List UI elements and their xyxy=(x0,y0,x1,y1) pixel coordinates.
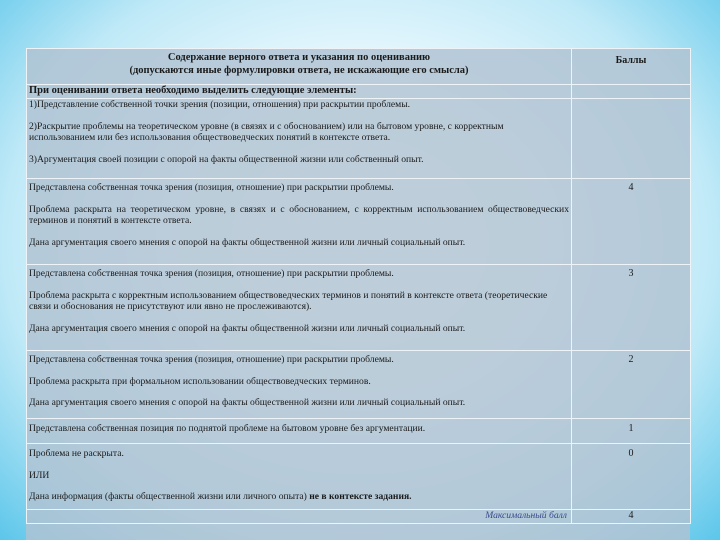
criterion-score-4: 4 xyxy=(572,179,691,265)
header-title-line-2: (допускаются иные формулировки ответа, не искажающие его смысла) xyxy=(129,64,469,76)
grading-table-panel xyxy=(26,48,690,540)
criterion-4-line-3: Дана аргументация своего мнения с опорой на факты общественной жизни или личный социальный опыт. xyxy=(29,237,466,249)
elements-score-cell xyxy=(572,99,691,179)
header-title xyxy=(27,49,572,85)
criterion-score-0: 0 xyxy=(572,444,691,510)
criterion-text-0 xyxy=(27,444,572,510)
criterion-3-line-3: Дана аргументация своего мнения с опорой на факты общественной жизни или личный социальный опыт. xyxy=(29,323,466,335)
criterion-row-2 xyxy=(27,351,691,419)
criterion-text-2 xyxy=(27,351,572,419)
header-score-label: Баллы xyxy=(572,49,691,85)
criterion-4-line-2: Проблема раскрыта на теоретическом уровне, в связях и с обоснованием, с корректным использованием обществоведческих терминов и понятий в контексте ответа. xyxy=(29,203,569,227)
criterion-0-line-2: ИЛИ xyxy=(29,469,50,481)
header-title-line-1: Содержание верного ответа и указания по оцениванию xyxy=(167,52,431,63)
criterion-0-emphasis: не в контексте задания. xyxy=(309,491,412,503)
max-score-value: 4 xyxy=(572,510,691,524)
criterion-text-4 xyxy=(27,179,572,265)
criterion-1-line-1: Представлена собственная позиция по поднятой проблеме на бытовом уровне без аргументации. xyxy=(29,423,426,434)
criterion-score-1: 1 xyxy=(572,419,691,444)
criterion-3-line-2: Проблема раскрыта с корректным использованием обществоведческих терминов и понятий в контексте ответа (теоретические связи и обоснования не присутствуют или явно не прослеживаются). xyxy=(29,289,548,313)
instruction-text: При оценивании ответа необходимо выделить следующие элементы: xyxy=(27,85,572,99)
element-item-2: 2)Раскрытие проблемы на теоретическом уровне (в связях и с обоснованием) или на бытовом уровне, с корректным использованием или без использования обществоведческих понятий в контексте ответа. xyxy=(29,120,504,144)
criterion-2-line-3: Дана аргументация своего мнения с опорой на факты общественной жизни или личный социальный опыт. xyxy=(29,397,466,409)
criterion-0-line-3 xyxy=(29,491,569,503)
criterion-0-info-text: Дана информация (факты общественной жизни или личного опыта) xyxy=(29,491,307,503)
criterion-row-0 xyxy=(27,444,691,510)
criterion-3-line-1: Представлена собственная точка зрения (позиция, отношение) при раскрытии проблемы. xyxy=(29,268,394,279)
instruction-score-cell xyxy=(572,85,691,99)
criterion-score-2: 2 xyxy=(572,351,691,419)
criterion-text-3 xyxy=(27,265,572,351)
max-score-label: Максимальный балл xyxy=(27,510,572,524)
criterion-row-3 xyxy=(27,265,691,351)
criterion-row-4 xyxy=(27,179,691,265)
element-item-3: 3)Аргументация своей позиции с опорой на факты общественной жизни или собственный опыт. xyxy=(29,154,424,166)
criterion-text-1 xyxy=(27,419,572,444)
grading-table xyxy=(26,48,691,524)
element-item-1: 1)Представление собственной точки зрения (позиции, отношения) при раскрытии проблемы. xyxy=(29,99,411,110)
criterion-2-line-1: Представлена собственная точка зрения (позиция, отношение) при раскрытии проблемы. xyxy=(29,354,394,365)
elements-row xyxy=(27,99,691,179)
criterion-2-line-2: Проблема раскрыта при формальном использовании обществоведческих терминов. xyxy=(29,375,371,387)
criterion-0-line-1: Проблема не раскрыта. xyxy=(29,448,124,459)
table-header-row xyxy=(27,49,691,85)
criterion-score-3: 3 xyxy=(572,265,691,351)
criterion-4-line-1: Представлена собственная точка зрения (позиция, отношение) при раскрытии проблемы. xyxy=(29,182,394,193)
max-score-row xyxy=(27,510,691,524)
elements-cell xyxy=(27,99,572,179)
instruction-row xyxy=(27,85,691,99)
criterion-row-1 xyxy=(27,419,691,444)
